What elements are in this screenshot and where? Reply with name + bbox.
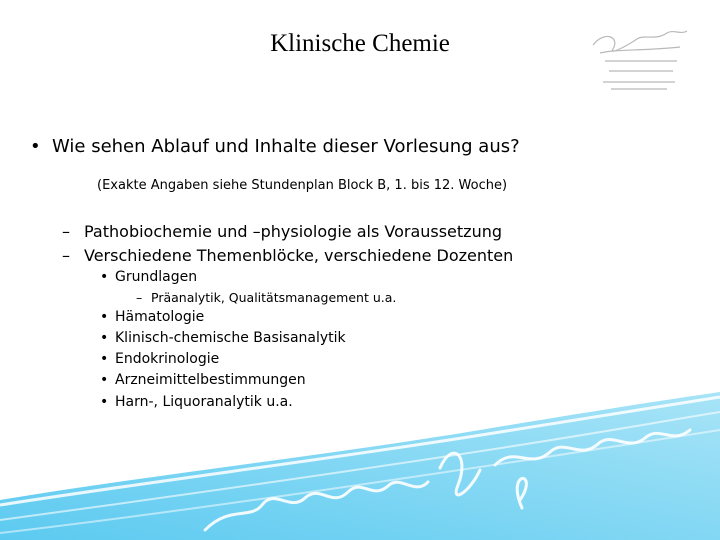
topic-arzneimittelbestimmungen: Arzneimittelbestimmungen	[115, 372, 306, 388]
topic-endokrinologie: Endokrinologie	[115, 351, 220, 367]
bullet-main-text: Wie sehen Ablauf und Inhalte dieser Vorlesung aus?	[52, 136, 520, 157]
dash-marker: –	[62, 246, 70, 265]
bullet-marker: •	[100, 269, 109, 285]
bullet-marker: •	[100, 309, 109, 325]
schedule-note: (Exakte Angaben siehe Stundenplan Block B, 1. bis 12. Woche)	[97, 178, 508, 193]
slide-title: Klinische Chemie	[270, 30, 450, 57]
topic-haematologie: Hämatologie	[115, 309, 205, 325]
bullet-marker: •	[100, 372, 109, 388]
sub-item-pathobiochemie: Pathobiochemie und –physiologie als Voraussetzung	[84, 222, 503, 241]
topic-basisanalytik: Klinisch-chemische Basisanalytik	[115, 330, 346, 346]
bullet-marker: •	[100, 330, 109, 346]
dash-marker: –	[136, 290, 143, 305]
dash-marker: –	[62, 222, 70, 241]
bullet-marker: •	[100, 394, 109, 410]
bullet-main	[30, 136, 41, 157]
topic-grundlagen: Grundlagen	[115, 269, 198, 285]
topic-harn-liquoranalytik: Harn-, Liquoranalytik u.a.	[115, 394, 293, 410]
topic-praeanalytik: Präanalytik, Qualitätsmanagement u.a.	[151, 290, 397, 305]
sub-item-themenbloecke: Verschiedene Themenblöcke, verschiedene Dozenten	[84, 246, 514, 265]
bullet-marker: •	[30, 136, 41, 157]
bullet-marker: •	[100, 351, 109, 367]
